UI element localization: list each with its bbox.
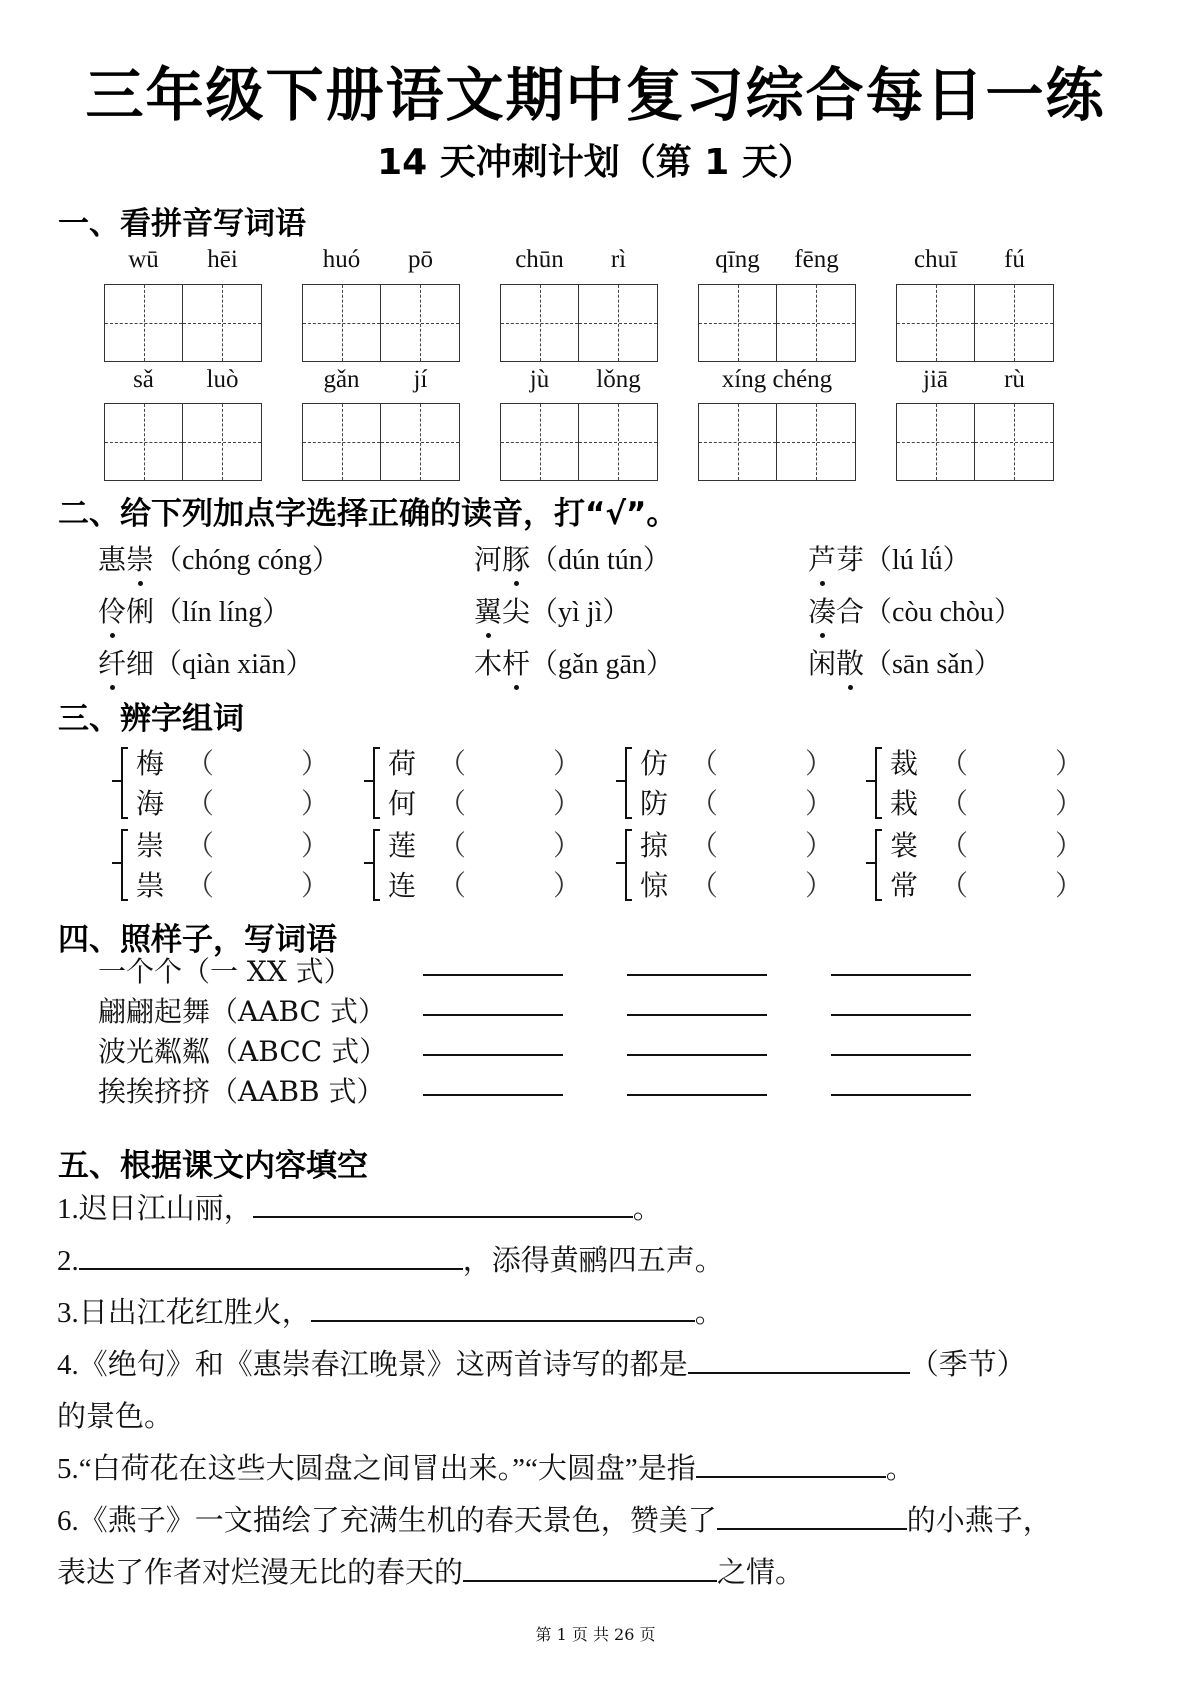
answer-paren-open[interactable]: （	[940, 747, 969, 780]
dotted-character: 伶	[98, 590, 126, 630]
character-cell[interactable]	[501, 404, 579, 480]
writing-grid[interactable]	[698, 403, 856, 481]
character-cell[interactable]	[183, 285, 261, 361]
answer-blank[interactable]	[627, 1094, 767, 1096]
pinyin-label: sǎ	[133, 366, 154, 393]
page-footer: 第 1 页 共 26 页	[535, 1625, 656, 1644]
fill-question-3	[57, 1290, 724, 1331]
character-pair	[362, 824, 582, 904]
guide-line	[897, 323, 974, 324]
character: 祟	[136, 869, 165, 902]
character-cell[interactable]	[381, 404, 459, 480]
pinyin-label: luò	[206, 366, 239, 393]
brace-icon	[864, 746, 884, 820]
pair-row	[136, 864, 330, 904]
answer-paren-open[interactable]: （	[438, 829, 467, 862]
answer-blank[interactable]	[79, 1242, 463, 1270]
fill-question-6	[57, 1498, 1052, 1539]
answer-blank[interactable]	[463, 1554, 717, 1582]
answer-paren-close: ）	[553, 869, 582, 902]
character-cell[interactable]	[897, 404, 975, 480]
question-text: ，添得黄鹂四五声。	[462, 1245, 724, 1277]
word-character: 木	[474, 649, 503, 680]
dotted-character: 崇	[126, 538, 154, 578]
character: 连	[388, 869, 417, 902]
word-character: 尖	[502, 597, 531, 628]
character-pair	[110, 824, 330, 904]
pair-row	[136, 824, 330, 864]
pronunciation-item	[808, 538, 971, 578]
character: 梅	[136, 747, 165, 780]
character-cell[interactable]	[579, 285, 657, 361]
guide-line	[381, 442, 459, 443]
guide-line	[579, 442, 657, 443]
character: 莲	[388, 829, 417, 862]
word-character: 俐	[126, 597, 155, 628]
pair-row	[388, 742, 582, 782]
pinyin-label: fú	[1004, 246, 1025, 273]
pair-row	[640, 864, 834, 904]
character-pair	[362, 742, 582, 822]
pronunciation-item	[98, 642, 313, 682]
answer-paren-open[interactable]: （	[690, 869, 719, 902]
pinyin-label: chūn	[515, 246, 564, 273]
pair-row	[890, 864, 1084, 904]
answer-paren-close: ）	[301, 747, 330, 780]
guide-line	[105, 442, 182, 443]
pinyin-options[interactable]: （sān sǎn）	[864, 649, 1002, 680]
character-cell[interactable]	[381, 285, 459, 361]
question-text: 6.《燕子》一文描绘了充满生机的春天景色，赞美了	[57, 1505, 717, 1537]
character: 栽	[890, 787, 919, 820]
question-text: 5.“白荷花在这些大圆盘之间冒出来。”“大圆盘”是指	[57, 1453, 696, 1485]
word-character: 河	[474, 545, 503, 576]
dotted-character: 凑	[808, 590, 836, 630]
dotted-character: 翼	[474, 590, 502, 630]
answer-blank[interactable]	[311, 1294, 695, 1322]
guide-line	[303, 323, 380, 324]
character-cell[interactable]	[183, 404, 261, 480]
character: 防	[640, 787, 669, 820]
answer-blank[interactable]	[831, 1014, 971, 1016]
answer-paren-close: ）	[805, 829, 834, 862]
writing-grid[interactable]	[104, 284, 262, 362]
pinyin-label: wū	[128, 246, 159, 273]
answer-paren-close: ）	[301, 787, 330, 820]
section5-heading: 五、根据课文内容填空	[58, 1148, 368, 1184]
guide-line	[699, 323, 776, 324]
dotted-character: 散	[836, 642, 864, 682]
pronunciation-item	[474, 590, 630, 630]
brace-icon	[614, 828, 634, 902]
brace-icon	[614, 746, 634, 820]
answer-blank[interactable]	[627, 974, 767, 976]
pinyin-label: gǎn	[323, 366, 360, 393]
fill-question-1	[57, 1186, 662, 1227]
writing-grid[interactable]	[896, 403, 1054, 481]
writing-grid[interactable]	[500, 403, 658, 481]
brace-icon	[362, 828, 382, 902]
fill-question-4-continued: 的景色。	[57, 1401, 174, 1433]
word-character: 细	[126, 649, 155, 680]
pinyin-label: fēng	[794, 246, 839, 273]
guide-line	[105, 323, 182, 324]
dotted-character: 纤	[98, 642, 126, 682]
answer-blank[interactable]	[688, 1346, 910, 1374]
pinyin-options[interactable]: （lú lǘ）	[864, 545, 971, 576]
character-cell[interactable]	[777, 285, 855, 361]
pinyin-label: huó	[322, 246, 361, 273]
answer-blank[interactable]	[627, 1014, 767, 1016]
question-text: 2.	[57, 1245, 79, 1277]
pronunciation-item	[474, 642, 674, 682]
character: 崇	[136, 829, 165, 862]
section3-heading: 三、辨字组词	[58, 701, 244, 737]
pair-row	[388, 824, 582, 864]
character-pair	[614, 824, 834, 904]
pronunciation-item	[98, 590, 290, 630]
pair-row	[890, 782, 1084, 822]
writing-grid[interactable]	[896, 284, 1054, 362]
character-pair	[864, 742, 1084, 822]
pronunciation-item	[808, 642, 1002, 682]
guide-line	[699, 442, 776, 443]
guide-line	[303, 442, 380, 443]
brace-icon	[110, 746, 130, 820]
question-text: （季节）	[909, 1349, 1026, 1381]
pinyin-options[interactable]: （qiàn xiān）	[154, 649, 314, 680]
question-text: 的小燕子，	[906, 1505, 1052, 1537]
brace-icon	[362, 746, 382, 820]
answer-paren-open[interactable]: （	[690, 747, 719, 780]
answer-blank[interactable]	[423, 1094, 563, 1096]
character-cell[interactable]	[975, 404, 1053, 480]
pattern-example: 挨挨挤挤（AABB 式）	[98, 1075, 385, 1108]
guide-line	[579, 323, 657, 324]
answer-paren-close: ）	[553, 747, 582, 780]
character-cell[interactable]	[777, 404, 855, 480]
writing-grid[interactable]	[302, 284, 460, 362]
pair-row	[890, 824, 1084, 864]
character-pair	[110, 742, 330, 822]
character: 惊	[640, 869, 669, 902]
answer-paren-close: ）	[553, 829, 582, 862]
word-character: 闲	[808, 649, 837, 680]
answer-blank[interactable]	[831, 1054, 971, 1056]
character: 何	[388, 787, 417, 820]
answer-paren-close: ）	[805, 747, 834, 780]
pair-row	[640, 782, 834, 822]
answer-blank[interactable]	[253, 1190, 633, 1218]
answer-paren-close: ）	[301, 829, 330, 862]
answer-paren-open[interactable]: （	[186, 747, 215, 780]
pinyin-label: jí	[413, 366, 428, 393]
pair-row	[136, 782, 330, 822]
answer-paren-open[interactable]: （	[940, 869, 969, 902]
guide-line	[501, 323, 578, 324]
question-text: 。	[694, 1297, 724, 1329]
pinyin-options[interactable]: （còu chòu）	[864, 597, 1022, 628]
pinyin-label: jù	[529, 366, 550, 393]
word-character: 合	[836, 597, 865, 628]
section2-heading: 二、给下列加点字选择正确的读音，打“√”。	[58, 496, 678, 532]
character-cell[interactable]	[699, 285, 777, 361]
pinyin-options[interactable]: （dún tún）	[530, 545, 671, 576]
dotted-character: 豚	[502, 538, 530, 578]
question-text: 1.迟日江山丽，	[57, 1193, 253, 1225]
dotted-character: 芦	[808, 538, 836, 578]
guide-line	[501, 442, 578, 443]
pronunciation-item	[474, 538, 671, 578]
brace-icon	[864, 828, 884, 902]
pair-row	[388, 864, 582, 904]
writing-grid[interactable]	[698, 284, 856, 362]
question-text: 之情。	[717, 1557, 805, 1589]
pinyin-options[interactable]: （lín líng）	[154, 597, 291, 628]
character-cell[interactable]	[501, 285, 579, 361]
writing-grid[interactable]	[104, 403, 262, 481]
answer-paren-close: ）	[805, 869, 834, 902]
answer-paren-open[interactable]: （	[690, 829, 719, 862]
pair-row	[388, 782, 582, 822]
answer-paren-close: ）	[553, 787, 582, 820]
answer-paren-open[interactable]: （	[690, 787, 719, 820]
character-cell[interactable]	[897, 285, 975, 361]
character-cell[interactable]	[699, 404, 777, 480]
pair-row	[890, 742, 1084, 782]
character-cell[interactable]	[303, 285, 381, 361]
brace-icon	[110, 828, 130, 902]
guide-line	[183, 442, 261, 443]
character-cell[interactable]	[975, 285, 1053, 361]
section1-heading: 一、看拼音写词语	[58, 206, 306, 242]
guide-line	[975, 442, 1053, 443]
fill-question-4	[57, 1342, 1026, 1383]
pattern-example: 一个个（一 XX 式）	[98, 955, 352, 988]
pinyin-label: lǒng	[596, 366, 641, 393]
pinyin-label: rì	[610, 246, 627, 273]
answer-blank[interactable]	[627, 1054, 767, 1056]
guide-line	[381, 323, 459, 324]
pinyin-label: rù	[1004, 366, 1025, 393]
pair-row	[640, 742, 834, 782]
answer-paren-open[interactable]: （	[438, 787, 467, 820]
question-text: 3.日出江花红胜火，	[57, 1297, 311, 1329]
writing-grid[interactable]	[302, 403, 460, 481]
pinyin-label: xíng chéng	[721, 366, 833, 393]
question-text: 4.《绝句》和《惠崇春江晚景》这两首诗写的都是	[57, 1349, 688, 1381]
answer-paren-open[interactable]: （	[186, 869, 215, 902]
answer-paren-close: ）	[1055, 869, 1084, 902]
word-character: 芽	[836, 545, 865, 576]
section4-heading: 四、照样子，写词语	[58, 922, 337, 958]
question-text: 表达了作者对烂漫无比的春天的	[57, 1557, 464, 1589]
pinyin-options[interactable]: （gǎn gān）	[530, 649, 674, 680]
character-pair	[614, 742, 834, 822]
guide-line	[777, 442, 855, 443]
guide-line	[975, 323, 1053, 324]
character: 海	[136, 787, 165, 820]
writing-grid[interactable]	[500, 284, 658, 362]
page-subtitle: 14 天冲刺计划（第 1 天）	[377, 142, 814, 183]
answer-blank[interactable]	[696, 1450, 886, 1478]
answer-blank[interactable]	[423, 1014, 563, 1016]
page-title: 三年级下册语文期中复习综合每日一练	[85, 61, 1106, 129]
guide-line	[897, 442, 974, 443]
character: 掠	[640, 829, 669, 862]
pinyin-label: jiā	[923, 366, 948, 393]
fill-question-2	[57, 1238, 724, 1279]
dotted-character: 杆	[502, 642, 530, 682]
answer-paren-close: ）	[805, 787, 834, 820]
guide-line	[183, 323, 261, 324]
character: 常	[890, 869, 919, 902]
character-pair	[864, 824, 1084, 904]
pair-row	[640, 824, 834, 864]
pinyin-options[interactable]: （yì jì）	[530, 597, 631, 628]
answer-paren-open[interactable]: （	[438, 869, 467, 902]
pinyin-label: chuī	[913, 246, 958, 273]
character-cell[interactable]	[303, 404, 381, 480]
question-text: 。	[632, 1193, 662, 1225]
answer-blank[interactable]	[831, 974, 971, 976]
answer-paren-close: ）	[1055, 829, 1084, 862]
pinyin-label: qīng	[715, 246, 760, 273]
character: 荷	[388, 747, 417, 780]
answer-blank[interactable]	[423, 1054, 563, 1056]
pinyin-options[interactable]: （chóng cóng）	[154, 545, 340, 576]
pinyin-label: hēi	[207, 246, 238, 273]
character-cell[interactable]	[579, 404, 657, 480]
word-character: 惠	[98, 545, 127, 576]
pronunciation-item	[808, 590, 1022, 630]
answer-blank[interactable]	[717, 1502, 907, 1530]
pair-row	[136, 742, 330, 782]
character: 仿	[640, 747, 669, 780]
question-text: 。	[885, 1453, 915, 1485]
pattern-example: 翩翩起舞（AABC 式）	[98, 995, 386, 1028]
fill-question-6-continued	[57, 1550, 804, 1591]
answer-paren-close: ）	[1055, 787, 1084, 820]
pronunciation-item	[98, 538, 340, 578]
answer-paren-open[interactable]: （	[186, 787, 215, 820]
answer-blank[interactable]	[423, 974, 563, 976]
answer-paren-close: ）	[301, 869, 330, 902]
fill-question-5	[57, 1446, 915, 1487]
answer-paren-close: ）	[1055, 747, 1084, 780]
character-cell[interactable]	[105, 285, 183, 361]
answer-paren-open[interactable]: （	[438, 747, 467, 780]
pinyin-label: pō	[408, 246, 433, 273]
guide-line	[777, 323, 855, 324]
answer-paren-open[interactable]: （	[940, 829, 969, 862]
character: 裳	[890, 829, 919, 862]
character: 裁	[890, 747, 919, 780]
answer-paren-open[interactable]: （	[186, 829, 215, 862]
answer-blank[interactable]	[831, 1094, 971, 1096]
character-cell[interactable]	[105, 404, 183, 480]
answer-paren-open[interactable]: （	[940, 787, 969, 820]
pattern-example: 波光粼粼（ABCC 式）	[98, 1035, 388, 1068]
